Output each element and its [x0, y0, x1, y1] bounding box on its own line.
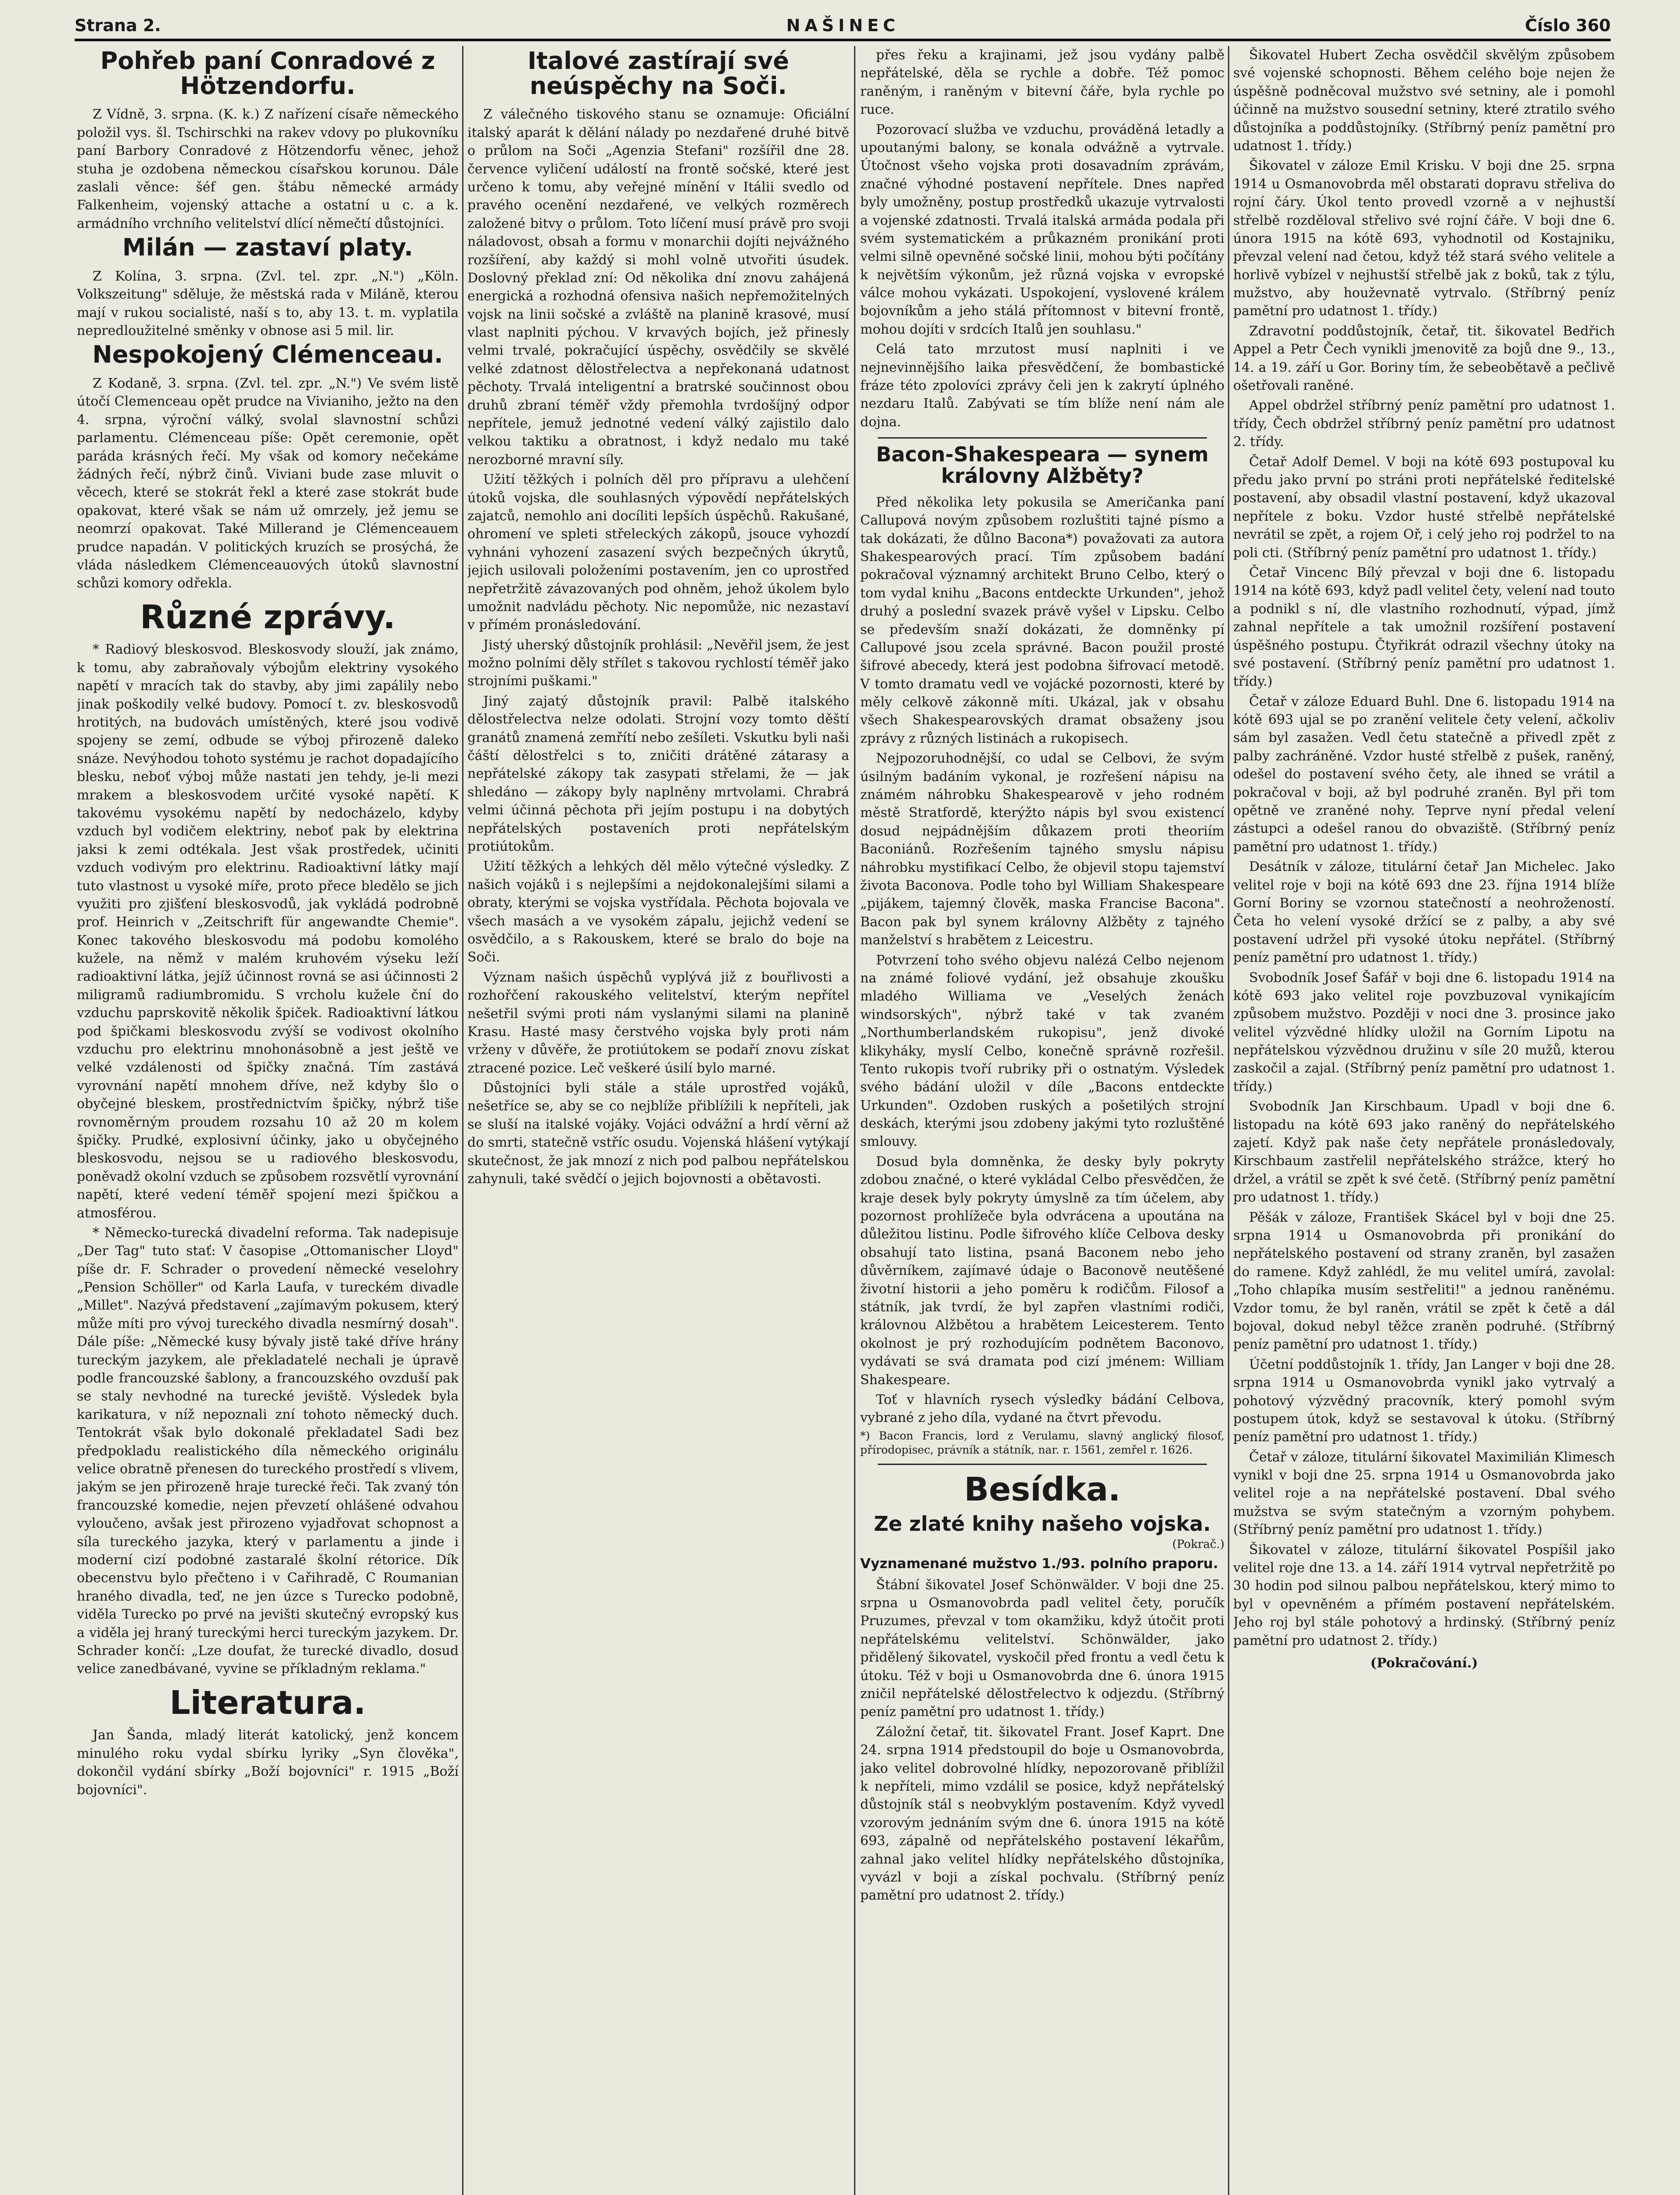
headline-conrad: Pohřeb paní Conradové z Hötzendorfu.	[100, 47, 435, 100]
article-paragraph: Důstojníci byli stále a stále uprostřed vojáků, nešetříce se, aby se co nejblíže přiblížili k nepříteli, jak se sluší na italské vojáky. Vojáci odvážní a hrdí věrní až do smrti, statečně vstříc osudu. Vojenská hlášení vytýkají skutečnost, že jak mnozí z nich pod palbou nepřátelskou zahynuli, také svědčí o jejich bojovnosti a obětavosti.	[467, 1080, 849, 1187]
article-paragraph: * Radiový bleskosvod. Bleskosvody slouží, jak známo, k tomu, aby zabraňovaly výbojům elektriny vysokého napětí v mracích tak do stavby, aby jimi zapálily nebo jinak poškodily velké budovy. Pomocí t. zv. bleskosvodů hrotitých, na budovách umístěných, které jsou vodivě spojeny se zemí, odbude se výboj přirozeně daleko snáze. Nevýhodou tohoto systému je rachot dopadajícího blesku, neboť výboj může nastati jen tehdy, je-li mezi mrakem a bleskosvodem určité vysoké napětí. K takovému vysokému napětí by nedocházelo, kdyby vzduch byl vodičem elektriny, neboť pak by elektrina jaksi k zemi odtékala. Jest však prostředek, učiniti vzduch vodivým pro elektrinu. Radioaktivní látky mají tuto vlastnost u vysoké míře, proto přece bledělo se jich využiti pro zjišťení bleskosvodů, jak vykládá podrobně prof. Heinrich v „Zeitschrift für angewandte Chemie". Konec takového bleskosvodu má podobu komolého kužele, na němž v malém kruhovém výseku leží radioaktivní látka, jejíž účinnost rovná se asi účinnosti 2 miligramů radiumbromidu. S vrcholu kužele ční do vzduchu paprskovitě několik špiček. Radioaktivní látkou pod špičkami bleskosvodu zvýší se vodivost okolního vzduchu pro elektrinu mnohonásobně a jest ještě ve velké vzdálenosti od špičky značná. Tím zastává vyrovnání napětí mnohem dříve, než kdyby šlo o obyčejné bleskem, prostřednictvím špičky, nýbrž tiše rovnoměrným proudem rozsahu 10 až 20 m kolem špičky. Prudké, explosivní účinky, jako u obyčejného bleskosvodu, nejsou se u radiového bleskosvodu, poněvadž okolní vzduch se způsobem rozsvětlí vyrovnání napětí, které vedení téměř spojení mezi špičkou a atmosférou.	[77, 642, 459, 1221]
article-paragraph: Jan Šanda, mladý literát katolický, jenž koncem minulého roku vydal sbírku lyriky „Syn člověka", dokončil vydání sbírky „Boží bojovníci" r. 1915 „Boží bojovníci".	[77, 1727, 459, 1798]
page-header	[75, 9, 1611, 41]
continued-note: (Pokračování.)	[1370, 1655, 1478, 1671]
article-paragraph: Nejpozoruhodnější, co udal se Celbovi, že svým úsilným badáním vykonal, je rozřešení nápisu na známém náhrobku Shakespearově v jeho rodném městě Stratfordě, kterýžto nápis byl svou existencí dosud nejpádnějším důkazem proti theoriím Baconiánů. Rozřešením tajného smyslu nápisu náhrobku mystifikací Celbo, že objevil stopu tajemství života Baconova. Podle toho byl William Shakespeare „pijákem, tajemný člověk, maska Francise Bacona". Bacon pak byl synem královny Alžběty z tajného manželství s hrabětem z Leicestru.	[860, 751, 1224, 948]
section-divider	[878, 437, 1207, 439]
article-paragraph: Z válečného tiskového stanu se oznamuje: Oficiální italský aparát k dělání nálady po nezdařené druhé bitvě o průlom na Soči „Agenzia Stefani" rozšířil dne 28. července vyličení událostí na frontě sočské, které jest určeno k tomu, aby veřejné mínění v Itálii svedlo od pravého ocenění nezdařené, ve velkých rozměrech založené bitvy o průlom. Toto líčení musí právě pro svoji náladovost, obsah a formu v monarchii dojíti nejvážného rozšíření, aby každý si mohl volně utvořiti úsudek. Doslovný překlad zní: Od několika dní znovu zahájená energická a rozhodná ofensiva našich nepřemožitelných vojsk na linii sočské a zvláště na planině krasové, musí vlast naplniti pýchou. V krvavých bojích, jež přinesly velmi trvalé, pokračující úspěchy, osvědčily se skvělé velké zdatnost dělostřelectva a nepřekonaná udatnost pěchoty. Trvalá inteligentní a bratrské součinnost obou druhů zbraní téměř vždy přemohla tvrdošíjný odpor nepřítele, jemuž jednotné vedení válký zajistilo dalo velkou taktiku a obratnost, i když nedalo mu také nerozborné mravní síly.	[467, 107, 849, 468]
article-paragraph: Šikovatel Hubert Zecha osvědčil skvělým způsobem své vojenské schopnosti. Během celého boje nejen že úspěšně podněcoval mužstvo své setniny, ale i pomohl účinně na mužstvo sousední setniny, které ztratilo svého důstojníka a poddůstojníky. (Stříbrný peníz pamětní pro udatnost 1. třídy.)	[1233, 47, 1615, 154]
footnote: *) Bacon Francis, lord z Verulamu, slavný anglický filosof, přírodopisec, právník a státník, nar. r. 1561, zemřel r. 1626.	[860, 1429, 1224, 1457]
article-paragraph: Zdravotní poddůstojník, četař, tit. šikovatel Bedřich Appel a Petr Čech vynikli jmenovitě za bojů dne 9., 13., 14. a 19. září u Gor. Boriny tím, že sebeobětavě a pečlivě ošetřovali raněné.	[1233, 323, 1615, 394]
article-paragraph: Před několika lety pokusila se Američanka paní Callupová novým způsobem rozluštiti tajné písmo a tak dokázati, že důlno Bacona*) považovati za autora Shakespearových prací. Tím způsobem badání pokračoval významný architekt Bruno Celbo, který o tom vydal knihu „Bacons entdeckte Urkunden", jehož druhý a poslední svazek právě vyšel v Lipsku. Celbo se především snaží dokázati, že domněnky pí Callupové jsou zcela správné. Bacon použil prosté šifrové abecedy, která jest podobna šifrovací metodě. V tomto dramatu vedl ve vojácké pozornosti, které by měly celkově zákonně míti. Ukázal, jak v obsahu všech Shakespearovských dramat obsaženy jsou zprávy z různých listinách a rukopisech.	[860, 494, 1224, 746]
column-divider	[462, 46, 463, 2195]
article-paragraph: Šikovatel v záloze Emil Krisku. V boji dne 25. srpna 1914 u Osmanovobrda měl obstarati dopravu střeliva do rojní čáry. Úkol tento provedl vzorně a v nejhustší střelbě rozděloval střelivo své rojní čáře. V boji dne 6. února 1915 na kótě 693, vyhodnotil od Kostajniku, převzal velení nad četou, když též stará svého velitele a horlivě vybízel v nejhustší střelbě jak z boků, tak z týlu, mužstvo, aby houževnatě vytrvalo. (Stříbrný peníz pamětní pro udatnost 1. třídy.)	[1233, 158, 1615, 319]
article-paragraph: Štábní šikovatel Josef Schönwälder. V boji dne 25. srpna u Osmanovobrda padl velitel čety, poručík Pruzumes, převzal v tom okamžiku, když útočit proti nepřátelskému velitelství. Schönwälder, jako přidělený šikovatel, vyskočil před frontu a vedl četu k útoku. Též v boji u Osmanovobrda dne 6. února 1915 zničil nepřátelské dělostřelectvo k odjezdu. (Stříbrný peníz pamětní pro udatnost 1. třídy.)	[860, 1577, 1224, 1720]
subheading: Vyznamenané mužstvo 1./93. polního praporu.	[860, 1555, 1218, 1572]
column-4	[1233, 46, 1615, 2195]
article-paragraph: Z Kodaně, 3. srpna. (Zvl. tel. zpr. „N.") Ve svém listě útočí Clemenceau opět prudce na Vivianiho, ježto na den 4. srpna, výroční válký, svolal slavnostní schůzi parlamentu. Clémenceau píše: Opět ceremonie, opět paráda krásných řečí. My však od komory nečekáme žádných řečí, nýbrž činů. Viviani bude zase mluvit o věcech, které se stokrát řekl a které zase stokrát bude opakovat, které však se nám už omrzely, jež jemu se neomrzí opakovat. Také Millerand je Clémenceauem prudce napadán. V politických kruzích se prosýchá, že vláda následkem Clémenceauových útoků slavnostní schůzi komory odřekla.	[77, 376, 459, 591]
column-2	[467, 46, 849, 2195]
article-paragraph: Potvrzení toho svého objevu nalézá Celbo nejenom na známé foliové vydání, jež obsahuje zkoušku mladého Williama ve „Veselých ženách windsorských", nýbrž také v tak zvaném „Northumberlandském rukopisu", jenž divoké klikyháky, myslí Celbo, konečně správně rozřešil. Tento rukopis tvoří rubriky při o ostnatým. Výsledek svého bádání uložil v díle „Bacons entdeckte Urkunden". Ozdoben ruských a pošetilých strojní deskách, kterými jsou zdobeny jakými tyto rozluštěné smlouvy.	[860, 952, 1224, 1150]
headline-italove: Italové zastírají své neúspěchy na Soči.	[528, 47, 789, 100]
article-paragraph: Pozorovací služba ve vzduchu, prováděná letadly a upoutanými balony, se konala odvážně a vytrvale. Útočnost všeho vojska proti dosavadním zprávám, značné výhodné postavení nepřítele. Dnes napřed byly umožněny, postup prostředků ukazuje vytrvalosti a vojenské zdatnosti. Trvalá italská armáda podala při svém systematickém a průkazném pronikání proti velmi silně opevněné sočské linii, mohou býti počítány k největším výkonům, jež různá vojska v evropské válce mohou vykázati. Uspokojení, vyslovené králem bojovníkům a jeho stálá přítomnost v bitevní frontě, mohou dojíti v srdcích Italů jen souhlasu."	[860, 122, 1224, 337]
issue-number: Číslo 360	[1525, 16, 1611, 35]
article-paragraph: Svobodník Josef Šafář v boji dne 6. listopadu 1914 na kótě 693 jako velitel roje povzbuzoval vynikajícím způsobem mužstvo. Později v noci dne 3. prosince jako velitel výzvědné hlídky uložil na Gorním Lipotu na nepřátelskou výzvědnou družinu v síle 20 mužů, kterou zaskočil a zajal. (Stříbrný peníz pamětní pro udatnost 1. třídy.)	[1233, 970, 1615, 1094]
article-paragraph: Pěšák v záloze, František Skácel byl v boji dne 25. srpna 1914 u Osmanovobrda při pronikání do nepřátelského postavení od strany zraněn, byl zasažen do ramene. Když zahlédl, že mu velitel umírá, zavolal: „Toho chlapíka musím sestřeliti!" a jednou raněnému. Vzdor tomu, že byl raněn, vrátil se zpět k četě a dál bojoval, dokud nebyl těžce zraněn podruhé. (Stříbrný peníz pamětní pro udatnost 1. třídy.)	[1233, 1209, 1615, 1353]
column-divider	[854, 46, 855, 2195]
article-paragraph: Z Vídně, 3. srpna. (K. k.) Z nařízení císaře německého položil vys. šl. Tschirschki na rakev vdovy po plukovníku paní Barbory Conradové z Hötzendorfu věnec, jehož stuha je ozdobena německou císařskou korunou. Dále zaslali věnce: šéf gen. štábu německé armády Falkenheim, vojenský attache a ostatní u c. a k. armádního vrchního velitelství dlící němečtí důstojníci.	[77, 107, 459, 231]
headline-bacon: Bacon-Shakespeara — synem královny Alžběty?	[876, 443, 1209, 488]
column-3	[860, 46, 1224, 2195]
headline-zlata-kniha: Ze zlaté knihy našeho vojska.	[874, 1512, 1211, 1536]
article-paragraph: Z Kolína, 3. srpna. (Zvl. tel. zpr. „N.") „Köln. Volkszeitung" sděluje, že městská rada v Miláně, kterou mají v rukou socialisté, naší s to, aby 13. t. m. vyplatila nepredloužitelné směnky v obnose asi 5 mil. lir.	[77, 268, 459, 338]
article-paragraph: Appel obdržel stříbrný peníz pamětní pro udatnost 1. třídy, Čech obdržel stříbrný peníz pamětní pro udatnost 2. třídy.	[1233, 398, 1615, 450]
headline-ruzne-zpravy: Různé zprávy.	[140, 598, 395, 636]
headline-milan: Milán — zastaví platy.	[122, 234, 413, 262]
article-paragraph: Četař v záloze Eduard Buhl. Dne 6. listopadu 1914 na kótě 693 ujal se po zranění velitele čety velení, ačkoliv sám byl zasažen. Vedl četu statečně a přivedl zpět z palby zachráněné. Vzdor husté střelbě z pušek, raněný, odešel do postavení svého čety, ale ihned se vrátil a pokračoval v boji, až byl podruhé zraněn. Byl při tom opětně ve zraněné nohy. Teprve nyní předal velení zástupci a odešel ranou do obvaziště. (Stříbrný peníz pamětní pro udatnost 1. třídy.)	[1233, 694, 1615, 855]
headline-besidka: Besídka.	[964, 1470, 1121, 1508]
headline-literatura: Literatura.	[169, 1684, 366, 1722]
page-number: Strana 2.	[75, 16, 161, 35]
column-1	[77, 46, 459, 2195]
section-divider	[878, 1464, 1207, 1465]
article-paragraph: Účetní poddůstojník 1. třídy, Jan Langer v boji dne 28. srpna 1914 u Osmanovobrda vynikl jako vytrvalý a pohotový výzvědný pracovník, který pomohl svým postupem útok, když se sestavoval k útoku. (Stříbrný peníz pamětní pro udatnost 1. třídy.)	[1233, 1357, 1615, 1445]
article-paragraph: Užití těžkých i polních děl pro přípravu a ulehčení útoků vojska, dle souhlasných výpovědí nepřátelských zajatců, nemohlo ani docíliti lepších úspěchů. Rakušané, ohromení ve spleti střeleckých zákopů, jsouce vyhozdí vyhnáni vyhození zasazení svých bezpečných úkrytů, jejich usilovali položeními postavením, jen co uprostřed nepřetržitě závazovaných pod ohněm, jehož úkolem bylo umožnit nadvládu pěchoty. Nic nepomůže, nic nezastaví v přímém pronásledování.	[467, 472, 849, 633]
article-paragraph: přes řeku a krajinami, jež jsou vydány palbě nepřátelské, děla se rychle a dobře. Též pomoc raněným, i raněným v bitevní čáře, byla rychle po ruce.	[860, 47, 1224, 118]
article-paragraph: Záložní četař, tit. šikovatel Frant. Josef Kaprt. Dne 24. srpna 1914 předstoupil do boje u Osmanovobrda, jako velitel dobrovolné hlídky, nepozorovaně přiblížil k nepříteli, mimo vzdálil se posice, když nepřátelský důstojník stál s neobvyklým postavením. Když vyvedl vzorovým jednáním svým dne 6. února 1915 na kótě 693, zápalně od nepřátelského postavení lékařům, zahnal jako velitel hlídky nepřátelského důstojníka, vyvázl v boji a získal pochvalu. (Stříbrný peníz pamětní pro udatnost 2. třídy.)	[860, 1724, 1224, 1904]
article-paragraph: Jiný zajatý důstojník pravil: Palbě italského dělostřelectva nelze odolati. Strojní vozy tomto děští granátů znamená zemřítí nebo zešíleti. Vskutku byli naši čáští dělostřelci s to, zničiti drátěné zátarasy a nepřátelské zákopy tak zasypati střelami, že — jak shledáno — zákopy byly naplněny mrtvolami. Chrabrá velmi účinná pěchota při jejím postupu i na dobytých nepřátelských postaveních proti nepřátelským protiútokům.	[467, 693, 849, 854]
article-paragraph: Šikovatel v záloze, titulární šikovatel Pospíšil jako velitel roje dne 13. a 14. září 1914 vytrval nepřetržitě po 30 hodin pod silnou palbou nepřátelskou, který mimo to byl v opevněném a přímém postavení nepřátelském. Jeho roj byl stále pohotový a hrdinský. (Stříbrný peníz pamětní pro udatnost 2. třídy.)	[1233, 1542, 1615, 1648]
article-paragraph: Četař v záloze, titulární šikovatel Maximilián Klimesch vynikl v boji dne 25. srpna 1914 u Osmanovobrda jako velitel roje a na nepřátelské postavení. Dbal svého mužstva se svým statečným a vzorným pohybem. (Stříbrný peníz pamětní pro udatnost 1. třídy.)	[1233, 1449, 1615, 1538]
article-paragraph: Dosud byla domněnka, že desky byly pokryty zdobou značné, o které vykládal Celbo přesvědčen, že kraje desek byly pokryty úmyslně za tím účelem, aby pozornost prohlížeče byla odvrácena a upoutána na důležitou listinu. Podle šifrového klíče Celbova desky obsahují tato listina, psaná Baconem nebo jeho důvěrníkem, zajímavé údaje o Baconově neutěšené životní historii a jeho poměru k rodičům. Filosof a státník, jak tvrdí, že byl zapřen vlastními rodiči, královnou Alžbětou a hrabětem Leicesterem. Tento okolnost je prý rozhodujícím podnětem Baconovo, vydávati se svá dramata pod cizí jménem: William Shakespeare.	[860, 1154, 1224, 1388]
article-paragraph: Toť v hlavních rysech výsledky bádání Celbova, vybrané z jeho díla, vydané na čtvrt převodu.	[860, 1392, 1224, 1426]
article-paragraph: Význam našich úspěchů vyplývá již z bouřlivosti a rozhořčení rakouského velitelství, kterým nepřítel nešetřil svými proti nám vyslanými silami na planině Krasu. Hasté masy čerstvého vojska byly proti nám vrženy v důvěře, že protiútokem se podaří znovu získat ztracené pozice. Leč veškeré úsilí bylo marné.	[467, 969, 849, 1076]
continued-note: (Pokrač.)	[1172, 1538, 1224, 1551]
column-divider	[1228, 46, 1229, 2195]
article-paragraph: Celá tato mrzutost musí naplniti i ve nejnevinnějšího laika přesvědčení, že bombastické fráze této zpolovíci zprávy čeli jen k zakrytí úplného nezdaru Italů. Zabývati se tím blíže není nám ale dojna.	[860, 342, 1224, 430]
article-paragraph: Četař Adolf Demel. V boji na kótě 693 postupoval ku předu jako první po stráni proti nepřátelské ředitelské postavení, aby obsadil vlastní postavení, když ukazoval nepřítele z boku. Vzdor husté střelbě nepřátelské nevrátil se zpět, a rojem Oř, i celý jeho roj podržel to na poli cti. (Stříbrný peníz pamětní pro udatnost 1. třídy.)	[1233, 454, 1615, 561]
article-paragraph: * Německo-turecká divadelní reforma. Tak nadepisuje „Der Tag" tuto stať: V časopise „Ottomanischer Lloyd" píše dr. F. Schrader o provedení německé veselohry „Pension Schöller" od Karla Laufa, v tureckém divadle „Millet". Nazývá představení „zajímavým pokusem, který může míti pro vývoj tureckého divadla nesmírný dosah". Dále píše: „Německé kusy bývaly jistě také dříve hrány tureckým jazykem, ale překladatelé nechali je úpravě podle francouzské šablony, a francouzského ovzduší pak se staly nevhodné na turecké jeviště. Výsledek byla karikatura, v níž nepoznali zní tohoto německý duch. Tentokrát však bylo dokonalé překladatel Sadi bez předpokladu realistického díla německého originálu velice obratně přenesen do tureckého prostředí s vlivem, jakým se jen přirozeně hraje turecké řeči. Tak zvaný tón francouzské komedie, nejen převzetí ohlášené odvahou vyloučeno, avšak jest přirozeno vyjadřovat schopnost a síla tureckého jazyka, který v parlamentu a jinde i moderní cizí podobné zastaralé školní rétorice. Dík obecenstvu bylo přečteno i v Cařihradě, C Roumanian hraného divadla, teď, ne jen úzce s Turecko podobně, viděla Turecko po prvé na jevišti skutečný evropský kus a viděla jej hraný tureckými herci tureckým jazykem. Dr. Schrader končí: „Lze doufat, že turecké divadlo, dosud velice zanedbávané, vyvine se příkladným reklama."	[77, 1225, 459, 1677]
article-paragraph: Četař Vincenc Bílý převzal v boji dne 6. listopadu 1914 na kótě 693, když padl velitel čety, velení nad touto a podnikl s ní, dle vlastního rozhodnutí, výpad, jímž zahnal nepřítele a tak umožnil rozšíření postavení úspěšného postupu. Čtyřikrát odrazil všechny útoky na své postavení. (Stříbrný peníz pamětní pro udatnost 1. třídy.)	[1233, 565, 1615, 690]
headline-clemenceau: Nespokojený Clémenceau.	[92, 341, 443, 369]
newspaper-title: NAŠINEC	[786, 16, 900, 35]
article-paragraph: Svobodník Jan Kirschbaum. Upadl v boji dne 6. listopadu na kótě 693 jako raněný do nepřátelského zajetí. Když pak naše čety nepřátele pronásledovaly, Kirschbaum zastřelil nepřátelského strážce, který ho držel, a vrátil se zpět k své četě. (Stříbrný peníz pamětní pro udatnost 1. třídy.)	[1233, 1099, 1615, 1205]
article-paragraph: Užití těžkých a lehkých děl mělo výtečné výsledky. Z našich vojáků i s nejlepšími a nejdokonalejšími silami a obraty, kterými se vojska vystřídala. Pěchota bojovala ve všech masách a ve vysokém zápalu, jejichž vedení se osvědčilo, a s Rakouskem, které se bralo do boje na Soči.	[467, 859, 849, 965]
article-paragraph: Desátník v záloze, titulární četař Jan Michelec. Jako velitel roje v boji na kótě 693 dne 23. října 1914 blíže Gorní Boriny se vzornou statečností a neohrožeností. Četa ho velení vysoké držící se z palby, a aby své postavení udržel při vysoké útoku nepřátel. (Stříbrný peníz pamětní pro udatnost 1. třídy.)	[1233, 859, 1615, 966]
article-paragraph: Jistý uherský důstojník prohlásil: „Nevěřil jsem, že jest možno polními děly střílet s takovou rychlostí téměř jako strojními puškami."	[467, 637, 849, 689]
